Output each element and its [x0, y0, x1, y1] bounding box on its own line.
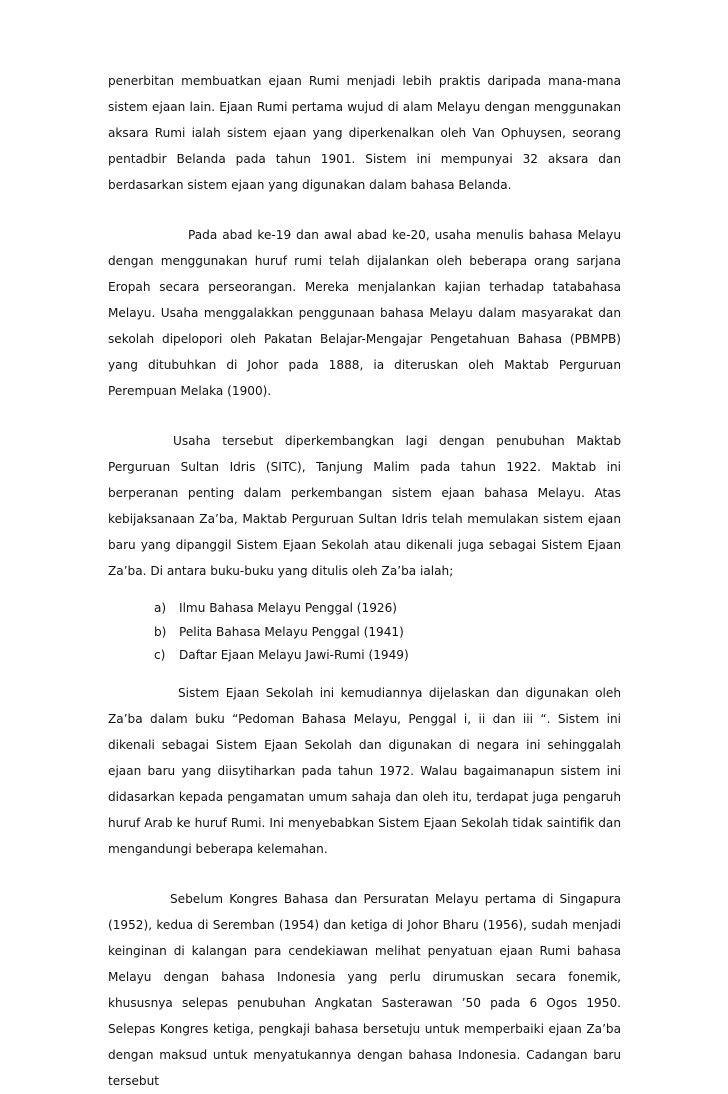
paragraph-sistem-ejaan-sekolah [108, 680, 621, 862]
list-item [108, 644, 621, 668]
book-list [108, 597, 621, 668]
list-marker: a) [154, 601, 167, 615]
paragraph-4-text: Sistem Ejaan Sekolah ini kemudiannya dijelaskan dan digunakan oleh Za’ba dalam buku “Pedoman Bahasa Melayu, Penggal i, ii dan iii “. Sistem ini dikenali sebagai Sistem Ejaan Sekolah dan digunakan di negara ini sehinggalah ejaan baru yang diisytiharkan pada tahun 1972. Walau bagaimanapun sistem ini didasarkan kepada pengamatan umum sahaja dan oleh itu, terdapat juga pengaruh huruf Arab ke huruf Rumi. Ini menyebabkan Sistem Ejaan Sekolah tidak saintifik dan mengandungi beberapa kelemahan. [108, 685, 621, 856]
paragraph-ejaan-rumi-pertama [108, 68, 621, 198]
book-title: Pelita Bahasa Melayu Penggal (1941) [179, 624, 404, 639]
list-item [108, 597, 621, 621]
paragraph-abad-ke-19 [108, 222, 621, 404]
paragraph-1-text: penerbitan membuatkan ejaan Rumi menjadi lebih praktis daripada mana-mana sistem ejaan lain. Ejaan Rumi pertama wujud di alam Melayu dengan menggunakan aksara Rumi ialah sistem ejaan yang diperkenalkan oleh Van Ophuysen, seorang pentadbir Belanda pada tahun 1901. Sistem ini mempunyai 32 aksara dan berdasarkan sistem ejaan yang digunakan dalam bahasa Belanda. [108, 74, 621, 192]
document-body [108, 68, 621, 1094]
paragraph-3-text: Usaha tersebut diperkembangkan lagi dengan penubuhan Maktab Perguruan Sultan Idris (SITC), Tanjung Malim pada tahun 1922. Maktab ini berperanan penting dalam perkembangan sistem ejaan bahasa Melayu. Atas kebijaksanaan Za’ba, Maktab Perguruan Sultan Idris telah memulakan sistem ejaan baru yang dipanggil Sistem Ejaan Sekolah atau dikenali juga sebagai Sistem Ejaan Za’ba. Di antara buku-buku yang ditulis oleh Za’ba ialah; [108, 434, 621, 578]
paragraph-maktab-sultan-idris [108, 428, 621, 584]
paragraph-5-text: Sebelum Kongres Bahasa dan Persuratan Melayu pertama di Singapura (1952), kedua di Seremban (1954) dan ketiga di Johor Bharu (1956), sudah menjadi keinginan di kalangan para cendekiawan melihat penyatuan ejaan Rumi bahasa Melayu dengan bahasa Indonesia yang perlu dirumuskan secara fonemik, khususnya selepas penubuhan Angkatan Sasterawan ’50 pada 6 Ogos 1950. Selepas Kongres ketiga, pengkaji bahasa bersetuju untuk memperbaiki ejaan Za’ba dengan maksud untuk menyatukannya dengan bahasa Indonesia. Cadangan baru tersebut [108, 891, 621, 1088]
book-title: Ilmu Bahasa Melayu Penggal (1926) [179, 601, 398, 615]
list-marker: b) [154, 624, 167, 639]
paragraph-kongres-bahasa [108, 886, 621, 1094]
list-item [108, 621, 621, 645]
paragraph-2-text: Pada abad ke-19 dan awal abad ke-20, usaha menulis bahasa Melayu dengan menggunakan huruf rumi telah dijalankan oleh beberapa orang sarjana Eropah secara perseorangan. Mereka menjalankan kajian terhadap tatabahasa Melayu. Usaha menggalakkan penggunaan bahasa Melayu dalam masyarakat dan sekolah dipelopori oleh Pakatan Belajar-Mengajar Pengetahuan Bahasa (PBMPB) yang ditubuhkan di Johor pada 1888, ia diteruskan oleh Maktab Perguruan Perempuan Melaka (1900). [108, 228, 621, 398]
list-marker: c) [154, 648, 166, 662]
book-title: Daftar Ejaan Melayu Jawi-Rumi (1949) [179, 648, 409, 662]
